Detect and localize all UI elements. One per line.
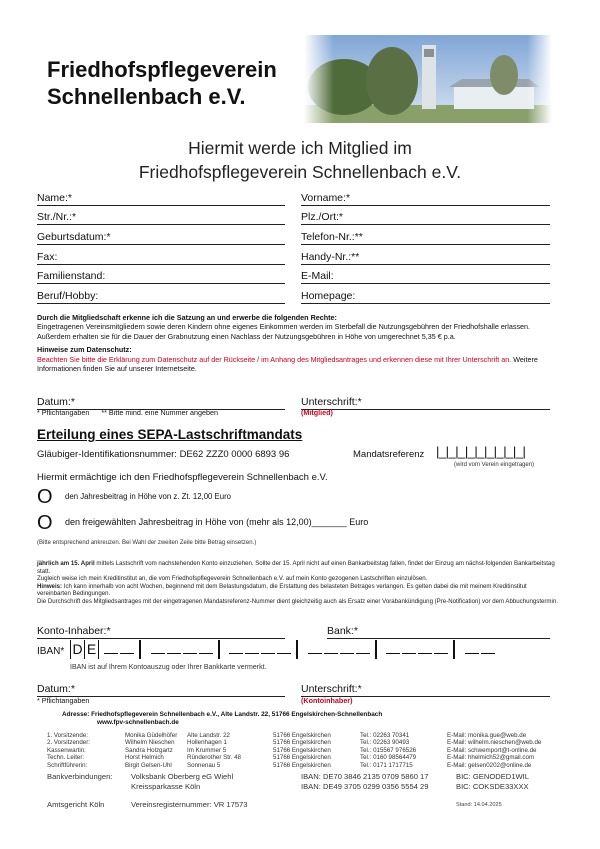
board-cell: Sonnenau 5 bbox=[187, 761, 221, 769]
holder-date-field[interactable]: Datum:* bbox=[37, 682, 285, 697]
board-row bbox=[47, 732, 567, 739]
court: Amtsgericht Köln bbox=[47, 800, 105, 809]
board-cell: E-Mail: wilhelm.nieschen@web.de bbox=[447, 739, 542, 747]
iban-input[interactable]: D E bbox=[70, 640, 496, 659]
authorization-text: Hiermit ermächtige ich den Friedhofspflegeverein Schnellenbach e.V. bbox=[37, 472, 328, 483]
board-cell: 2. Vorsitzender: bbox=[47, 739, 90, 747]
mobile-field[interactable]: Handy-Nr.:** bbox=[301, 250, 550, 265]
board-cell: Im Krummer 5 bbox=[187, 746, 227, 754]
creditor-id: Gläubiger-Identifikationsnummer: DE62 ZZZ0 0000 6893 96 bbox=[37, 449, 290, 460]
privacy-text: Beachten Sie bitte die Erklärung zum Datenschutz auf der Rückseite / im Anhang des Mitgliedsantrages und erkennen diese mit Ihrer Unterschrift an. Weitere Informationen finden Sie auf unserer Internetseite. bbox=[37, 354, 538, 374]
option-custom-fee[interactable]: O $^{den freigewählten Jahresbeitrag in Höhe von (mehr als 12,00)\_\_\_\_\_\_\_ Euro}$ bbox=[37, 512, 369, 534]
mandate-reference-label: Mandatsreferenz bbox=[353, 449, 425, 460]
version-date: Stand: 14.04.2025 bbox=[456, 802, 502, 808]
board-cell: Alte Landstr. 22 bbox=[187, 732, 230, 739]
organization-title: Friedhofspflegeverein Schnellenbach e.V. bbox=[47, 57, 277, 109]
board-cell: Tel.: 02263 90493 bbox=[360, 739, 410, 747]
board-row bbox=[47, 762, 567, 769]
footer-address: Adresse: Friedhofspflegeverein Schnellenbach e.V., Alte Landstr. 22, 51766 Engelskirchen-Schnellenbach bbox=[62, 711, 383, 718]
name-field[interactable]: Name:* bbox=[37, 191, 285, 206]
register-number: Vereinsregisternummer: VR 17573 bbox=[131, 800, 248, 809]
required-note: * Pflichtangaben ** Bitte mind. eine Nummer angeben bbox=[37, 408, 219, 417]
bank-field[interactable]: Bank:* bbox=[327, 624, 550, 639]
board-cell: Ründerother Str. 48 bbox=[187, 754, 242, 762]
bank1-bic: BIC: GENODED1WIL bbox=[456, 772, 529, 781]
holder-label: (Kontoinhaber) bbox=[301, 696, 353, 705]
board-cell: Tel.: 015567 976526 bbox=[360, 746, 417, 754]
member-label: (Mitglied) bbox=[301, 408, 333, 417]
board-cell: Kassenwartin: bbox=[47, 746, 86, 754]
bank2-name: Kreissparkasse Köln bbox=[131, 782, 201, 791]
bank-label: Bankverbindungen: bbox=[47, 772, 113, 781]
homepage-field[interactable]: Homepage: bbox=[301, 289, 550, 304]
board-cell: Techn. Leiter: bbox=[47, 754, 85, 762]
board-cell: Hollenhagen 1 bbox=[187, 739, 227, 747]
board-cell: 51766 Engelskirchen bbox=[273, 739, 331, 747]
member-date-field[interactable]: Datum:* bbox=[37, 395, 285, 410]
form-heading: Hiermit werde ich Mitglied im Friedhofspflegeverein Schnellenbach e.V. bbox=[138, 138, 462, 182]
board-cell: 51766 Engelskirchen bbox=[273, 754, 331, 762]
zip-city-field[interactable]: Plz./Ort:* bbox=[301, 210, 550, 225]
board-cell: E-Mail: schwemport@t-online.de bbox=[447, 746, 537, 754]
iban-note: IBAN ist auf Ihrem Kontoauszug oder Ihrer Bankkarte vermerkt. bbox=[70, 664, 267, 671]
account-holder-field[interactable]: Konto-Inhaber:* bbox=[37, 624, 285, 639]
option-note: (Bitte entsprechend ankreuzen. Bei Wahl der zweiten Zeile bitte Betrag einsetzen.) bbox=[37, 540, 257, 546]
legal-text: jährlich am 15. April mittels Lastschrift vom nachstehenden Konto einzuziehen. Sollte der 15. April nicht auf einen Bankarbeitstag fallen, findet der Einzug am nächst-folgenden Bankarbeitstag statt. Zugleich weise ich mein Kreditinstitut an, die vom Friedhofspflegeverein Schnellenbach e.V. auf mein Konto gezogenen Lastschriften einzulösen. Hinweis: Ich kann innerhalb von acht Wochen, beginnend mit dem Belastungsdatum, die Erstattung des belasteten Betrages verlangen. Es gelten dabei die mit meinem Kreditinstitut vereinbarten Bedingungen. Die Durchschrift des Mitgliedsantrages mit der eingetragenen Mandatsreferenz-Nummer dient gleichzeitig auch als Ersatz einer Vorabankündigung (Pre-Notification) vor dem Abbuchungstermin. bbox=[37, 560, 558, 605]
board-row bbox=[47, 739, 567, 746]
board-cell: Tel.: 0160 98564479 bbox=[360, 754, 417, 762]
board-cell: E-Mail: hhelmich52@gmail.com bbox=[447, 754, 535, 762]
board-cell: Horst Helmich bbox=[125, 754, 164, 762]
board-cell: Wilhelm Nieschen bbox=[125, 739, 175, 747]
bank1-iban: IBAN: DE70 3846 2135 0709 5860 17 bbox=[301, 772, 429, 781]
board-cell: 1. Vorsitzende: bbox=[47, 732, 88, 739]
board-cell: Birgit Gelsen-Uhl bbox=[125, 761, 172, 769]
bank2-iban: IBAN: DE49 3705 0299 0356 5554 29 bbox=[301, 782, 429, 791]
board-table bbox=[47, 732, 567, 769]
option-annual-fee[interactable]: O $^{den Jahresbeitrag in Höhe von z. Zt. 12,00 Euro}$ bbox=[37, 486, 232, 508]
chapel-photo-image bbox=[304, 35, 552, 123]
board-row bbox=[47, 747, 567, 754]
board-cell: Sandra Holzgartz bbox=[125, 746, 173, 754]
board-cell: 51766 Engelskirchen bbox=[273, 746, 331, 754]
board-cell: Monika Güdelhöfer bbox=[125, 732, 178, 739]
phone-field[interactable]: Telefon-Nr.:** bbox=[301, 230, 550, 245]
board-cell: E-Mail: monika.gue@web.de bbox=[447, 732, 527, 739]
bank1-name: Volksbank Oberberg eG Wiehl bbox=[131, 772, 234, 781]
sepa-title: Erteilung eines SEPA-Lastschriftmandats bbox=[37, 427, 303, 442]
board-cell: 51766 Engelskirchen bbox=[273, 761, 331, 769]
board-cell: 51766 Engelskirchen bbox=[273, 732, 331, 739]
rights-section: Durch die Mitgliedschaft erkenne ich die Satzung an und erwerbe die folgenden Rechte: Eingetragenen Vereinsmitgliedern sowie deren Kindern ohne eigenes Einkommen werden im Sterbefall die Nutzungsgebühren der Friedhofshalle erlassen. Außerdem erhalten sie für die Dauer der Grabnutzung einen Nachlass der Nutzungsgebühren in Höhe von umgerechnet 5,35 € p.a. Hinweise zum Datenschutz: Beachten Sie bitte die Erklärung zum Datenschutz auf der Rückseite / im Anhang des Mitgliedsantrages und erkennen diese mit Ihrer Unterschrift an. Weitere Informationen finden Sie auf unserer Internetseite. bbox=[37, 313, 562, 373]
board-row bbox=[47, 754, 567, 761]
fax-field[interactable]: Fax: bbox=[37, 250, 285, 265]
board-cell: Tel.: 0171 1717715 bbox=[360, 761, 413, 769]
profession-field[interactable]: Beruf/Hobby: bbox=[37, 289, 285, 304]
bank2-bic: BIC: COKSDE33XXX bbox=[456, 782, 529, 791]
mandate-note: (wird vom Verein eingetragen) bbox=[454, 462, 535, 468]
first-name-field[interactable]: Vorname:* bbox=[301, 191, 550, 206]
radio-circle-icon[interactable]: O bbox=[37, 486, 53, 508]
required-note-2: * Pflichtangaben bbox=[37, 696, 90, 705]
chapel-photo bbox=[304, 35, 552, 123]
iban-label: IBAN* bbox=[37, 646, 65, 657]
birthdate-field[interactable]: Geburtsdatum:* bbox=[37, 230, 285, 245]
holder-signature-field[interactable]: Unterschrift:* bbox=[301, 682, 550, 697]
board-cell: E-Mail: gelsen0202@online.de bbox=[447, 761, 532, 769]
board-cell: Tel.: 02263 70341 bbox=[360, 732, 410, 739]
member-signature-field[interactable]: Unterschrift:* bbox=[301, 395, 550, 410]
street-field[interactable]: Str./Nr.:* bbox=[37, 210, 285, 225]
footer-website[interactable]: www.fpv-schnellenbach.de bbox=[97, 719, 179, 726]
email-field[interactable]: E-Mail: bbox=[301, 269, 550, 284]
radio-circle-icon[interactable]: O bbox=[37, 512, 53, 534]
board-cell: Schriftführerin: bbox=[47, 761, 88, 769]
mandate-reference-boxes[interactable]: |_|_|_|_|_|_|_|_|_| bbox=[436, 444, 526, 459]
marital-status-field[interactable]: Familienstand: bbox=[37, 269, 285, 284]
